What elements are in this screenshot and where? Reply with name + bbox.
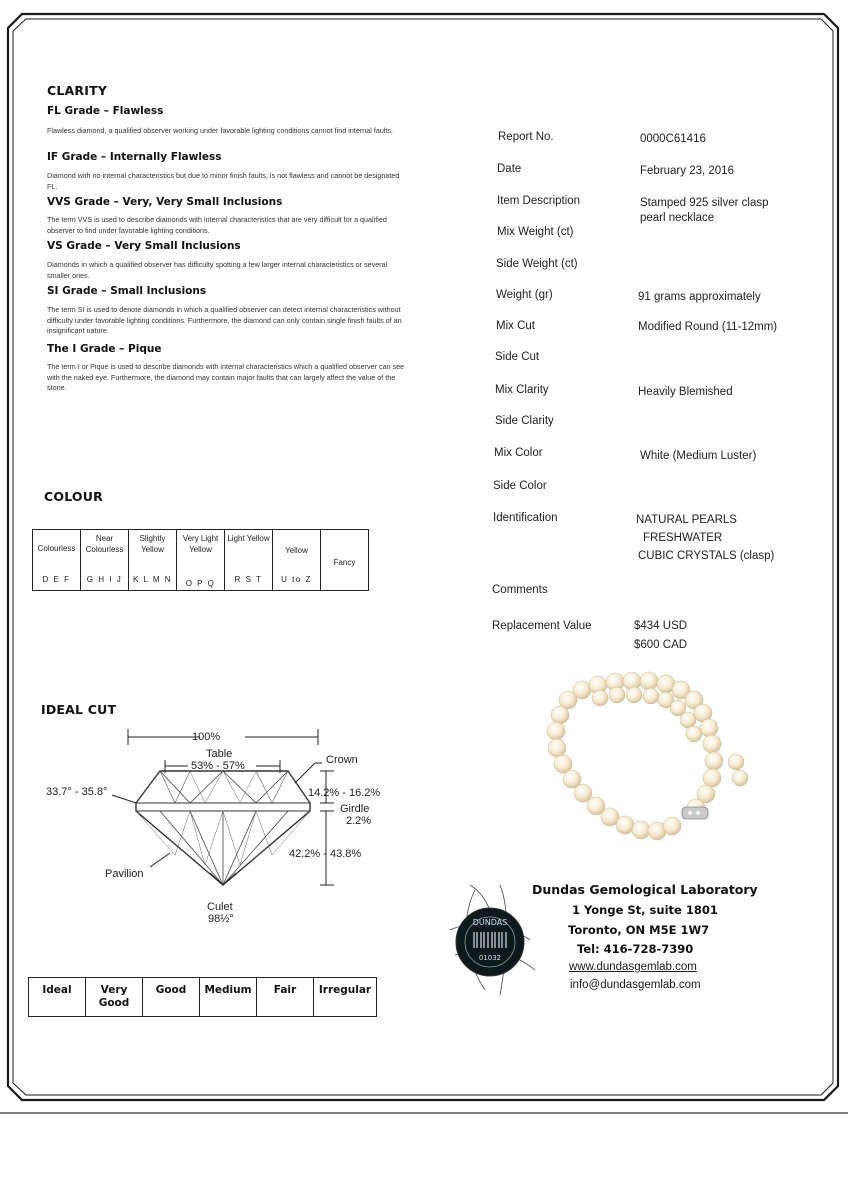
clarity-heading: CLARITY [47, 83, 108, 98]
lab-name: Dundas Gemological Laboratory [532, 882, 758, 897]
lab-email: info@dundasgemlab.com [570, 979, 701, 991]
colour-cell: Slightly Yellow K L M N [129, 530, 177, 591]
cut-grade-cell: Good [143, 978, 200, 1017]
report-no-value: 0000C61416 [640, 133, 706, 145]
grade-si-title: SI Grade – Small Inclusions [47, 285, 207, 297]
grade-if-title: IF Grade – Internally Flawless [47, 151, 222, 163]
side-color-label: Side Color [493, 480, 547, 492]
weight-label: Weight (gr) [496, 289, 553, 301]
colour-cell: Colourless D E F [33, 530, 81, 591]
culet-label: Culet [207, 901, 233, 913]
mix-clarity-label: Mix Clarity [495, 384, 549, 396]
pearl-necklace-photo [540, 668, 760, 858]
grade-fl-title: FL Grade – Flawless [47, 105, 164, 117]
table-label: Table [206, 748, 233, 760]
pavilion-label: Pavilion [105, 868, 144, 880]
side-weight-label: Side Weight (ct) [496, 258, 578, 270]
crown-label: Crown [326, 754, 358, 766]
grade-i-desc: The term I or Pique is used to describe diamonds with internal characteristics which a qualified observer can see with the naked eye. Furthermore, the diamond may contain major faults that can largely affect the value of the stone. [47, 362, 405, 392]
cut-grade-cell: Medium [200, 978, 257, 1017]
mix-cut-label: Mix Cut [496, 320, 535, 332]
cut-grade-table [28, 977, 377, 1017]
colour-cell: Very Light Yellow O P Q [177, 530, 225, 591]
grade-vs-title: VS Grade – Very Small Inclusions [47, 240, 241, 252]
identification-label: Identification [493, 512, 558, 524]
mix-weight-label: Mix Weight (ct) [497, 226, 574, 238]
replacement-value-usd: $434 USD [634, 620, 688, 632]
item-description-value: Stamped 925 silver clasp [640, 197, 769, 209]
lab-website-link[interactable]: www.dundasgemlab.com [569, 961, 697, 973]
replacement-value-cad: $600 CAD [634, 639, 688, 651]
item-description-value-line2: pearl necklace [640, 212, 715, 224]
mix-cut-value: Modified Round (11-12mm) [638, 321, 778, 333]
lab-phone: Tel: 416-728-7390 [577, 942, 694, 956]
colour-cell: Light Yellow R S T [225, 530, 273, 591]
colour-scale-table [32, 529, 369, 591]
mix-color-value: White (Medium Luster) [640, 450, 757, 462]
side-cut-label: Side Cut [495, 351, 540, 363]
seal-number-text: 01032 [478, 954, 502, 962]
item-description-label: Item Description [497, 195, 581, 207]
comments-label: Comments [492, 584, 548, 596]
cut-grade-cell: Ideal [29, 978, 86, 1017]
cut-grade-cell: Irregular [314, 978, 377, 1017]
colour-heading: COLOUR [44, 489, 103, 504]
report-no-label: Report No. [498, 131, 554, 143]
girdle-pct-label: 2.2% [346, 815, 372, 827]
identification-value-1: NATURAL PEARLS [636, 514, 737, 526]
pavilion-depth-label: 42.2% - 43.8% [289, 848, 362, 860]
lab-address-1: 1 Yonge St, suite 1801 [572, 903, 718, 917]
cut-grade-cell: Fair [257, 978, 314, 1017]
colour-cell: Fancy [321, 530, 369, 591]
ideal-cut-heading: IDEAL CUT [41, 702, 117, 717]
cut-grade-cell: Very Good [86, 978, 143, 1017]
mix-clarity-value: Heavily Blemished [638, 386, 733, 398]
date-label: Date [497, 163, 522, 175]
seal-top-text: DUNDAS [472, 918, 508, 927]
lab-address-2: Toronto, ON M5E 1W7 [568, 923, 710, 937]
crown-height-label: 14.2% - 16.2% [308, 787, 381, 799]
identification-value-3: CUBIC CRYSTALS (clasp) [638, 550, 775, 562]
crown-angle-label: 33.7° - 35.8° [46, 786, 108, 798]
width-label: 100% [192, 731, 221, 743]
grade-si-desc: The term SI is used to denote diamonds in which a qualified observer can detect internal characteristics without difficulty under favorable lighting conditions. Furthermore, the diamond can only contain single finish faults of an insignificant nature. [47, 305, 402, 335]
lab-seal-stamp [440, 880, 540, 1000]
date-value: February 23, 2016 [640, 165, 734, 177]
grade-vvs-title: VVS Grade – Very, Very Small Inclusions [47, 196, 283, 208]
girdle-label: Girdle [340, 803, 370, 815]
side-clarity-label: Side Clarity [495, 415, 554, 427]
identification-value-2: FRESHWATER [643, 532, 723, 544]
grade-vvs-desc: The term VVS is used to describe diamonds with internal characteristics that are very difficult for a qualified observer to find under favorable lighting conditions. [47, 215, 387, 235]
weight-value: 91 grams approximately [638, 291, 761, 303]
colour-cell: Yellow U to Z [273, 530, 321, 591]
grade-if-desc: Diamond with no internal characteristics but due to minor finish faults, is not flawless and cannot be designated FL. [47, 171, 400, 191]
grade-i-title: The I Grade – Pique [47, 343, 162, 355]
grade-vs-desc: Diamonds in which a qualified observer has difficulty spotting a few larger internal characteristics or several smaller ones. [47, 260, 388, 280]
grade-fl-desc: Flawless diamond, a qualified observer working under favorable lighting conditions cannot find internal faults. [47, 126, 393, 135]
culet-angle-label: 98½° [208, 913, 234, 925]
table-range-label: 53% - 57% [191, 760, 245, 772]
replacement-value-label: Replacement Value [492, 620, 592, 632]
mix-color-label: Mix Color [494, 447, 543, 459]
colour-cell: Near Colourless G H I J [81, 530, 129, 591]
